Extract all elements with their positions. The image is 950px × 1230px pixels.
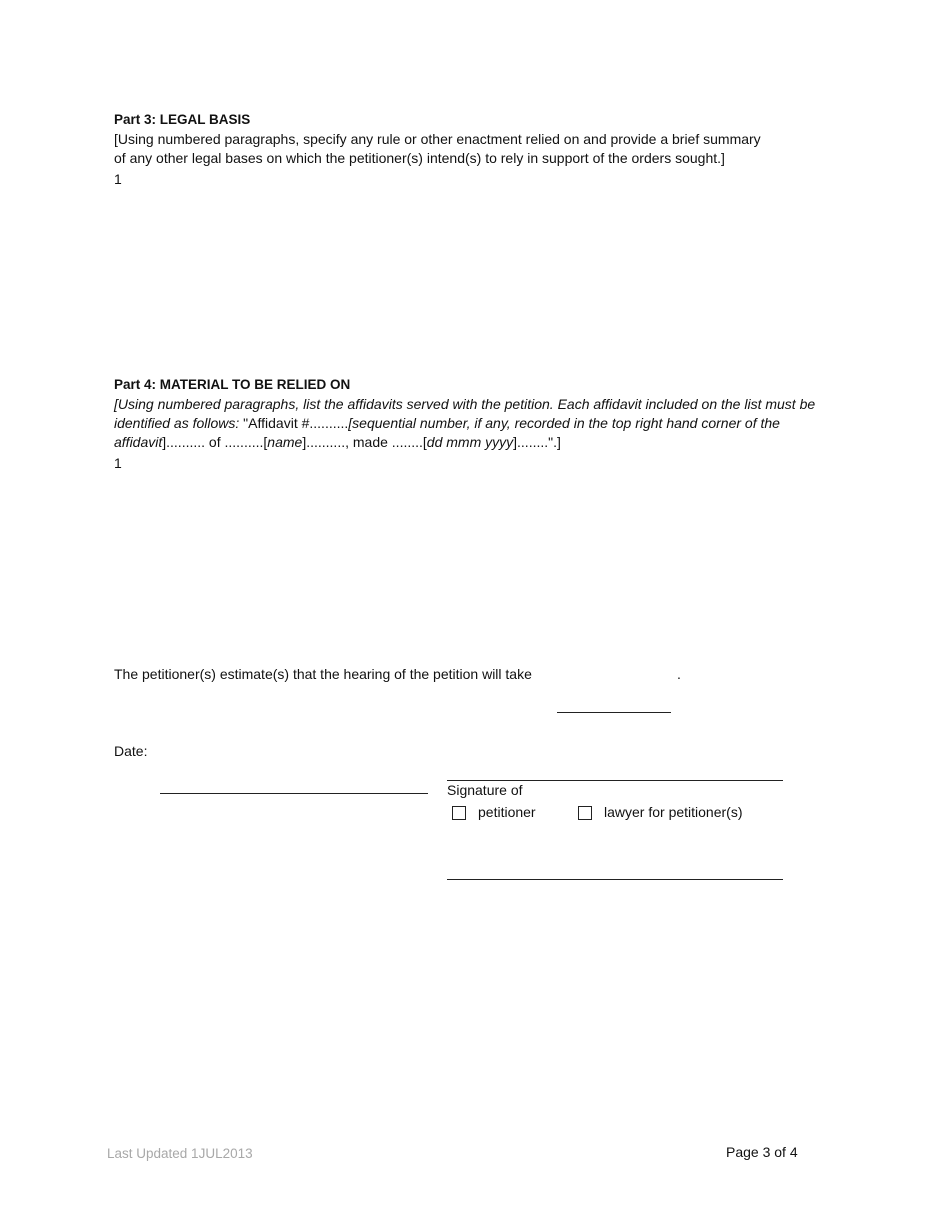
hearing-estimate-field[interactable]	[558, 665, 670, 684]
date-line	[160, 793, 428, 794]
signatory-name-field[interactable]	[447, 840, 783, 876]
petitioner-checkbox[interactable]	[452, 806, 466, 820]
date-field[interactable]	[160, 772, 428, 791]
part4-paragraph-number: 1	[114, 455, 122, 471]
part3-instruction-line1: [Using numbered paragraphs, specify any rule or other enactment relied on and provide a brief summary	[114, 131, 761, 147]
hearing-estimate-text: The petitioner(s) estimate(s) that the hearing of the petition will take	[114, 666, 532, 682]
signature-label: Signature of	[447, 782, 523, 798]
part3-instruction-line2: of any other legal bases on which the petitioner(s) intend(s) to rely in support of the orders sought.]	[114, 150, 725, 166]
hearing-estimate-underline	[557, 712, 671, 713]
footer-page-number: Page 3 of 4	[726, 1144, 798, 1160]
part4-heading: Part 4: MATERIAL TO BE RELIED ON	[114, 377, 351, 392]
part4-line3-plain-c: ]........".]	[513, 434, 561, 450]
part4-line3-italic-c: dd mmm yyyy	[426, 434, 514, 450]
lawyer-checkbox[interactable]	[578, 806, 592, 820]
signatory-name-line	[447, 879, 783, 880]
part4-instruction-line3	[114, 433, 561, 452]
part4-line2-italic-b: [sequential number, if any, recorded in the top right hand corner of the	[348, 415, 780, 431]
signature-line	[447, 780, 783, 781]
part3-heading: Part 3: LEGAL BASIS	[114, 112, 251, 127]
part4-line2-italic: identified as follows:	[114, 415, 240, 431]
part4-instruction-line1: [Using numbered paragraphs, list the affidavits served with the petition. Each affidavit included on the list must be	[114, 396, 816, 412]
part4-instruction-line2	[114, 414, 780, 433]
hearing-estimate-period: .	[677, 666, 681, 682]
date-label: Date:	[114, 743, 148, 759]
lawyer-option-label: lawyer for petitioner(s)	[604, 804, 743, 820]
part3-paragraph-number: 1	[114, 171, 122, 187]
part3-content-area[interactable]	[130, 168, 820, 358]
footer-last-updated: Last Updated 1JUL2013	[107, 1146, 253, 1161]
part4-line3-italic-a: affidavit	[114, 434, 163, 450]
part4-line3-plain-a: ].......... of ..........[	[162, 434, 268, 450]
part4-line3-plain-b: ].........., made ........[	[302, 434, 427, 450]
part4-line3-italic-b: name	[267, 434, 303, 450]
petitioner-option-label: petitioner	[478, 804, 536, 820]
part4-content-area[interactable]	[130, 452, 820, 642]
part4-line2-plain: "Affidavit #..........	[239, 415, 349, 431]
